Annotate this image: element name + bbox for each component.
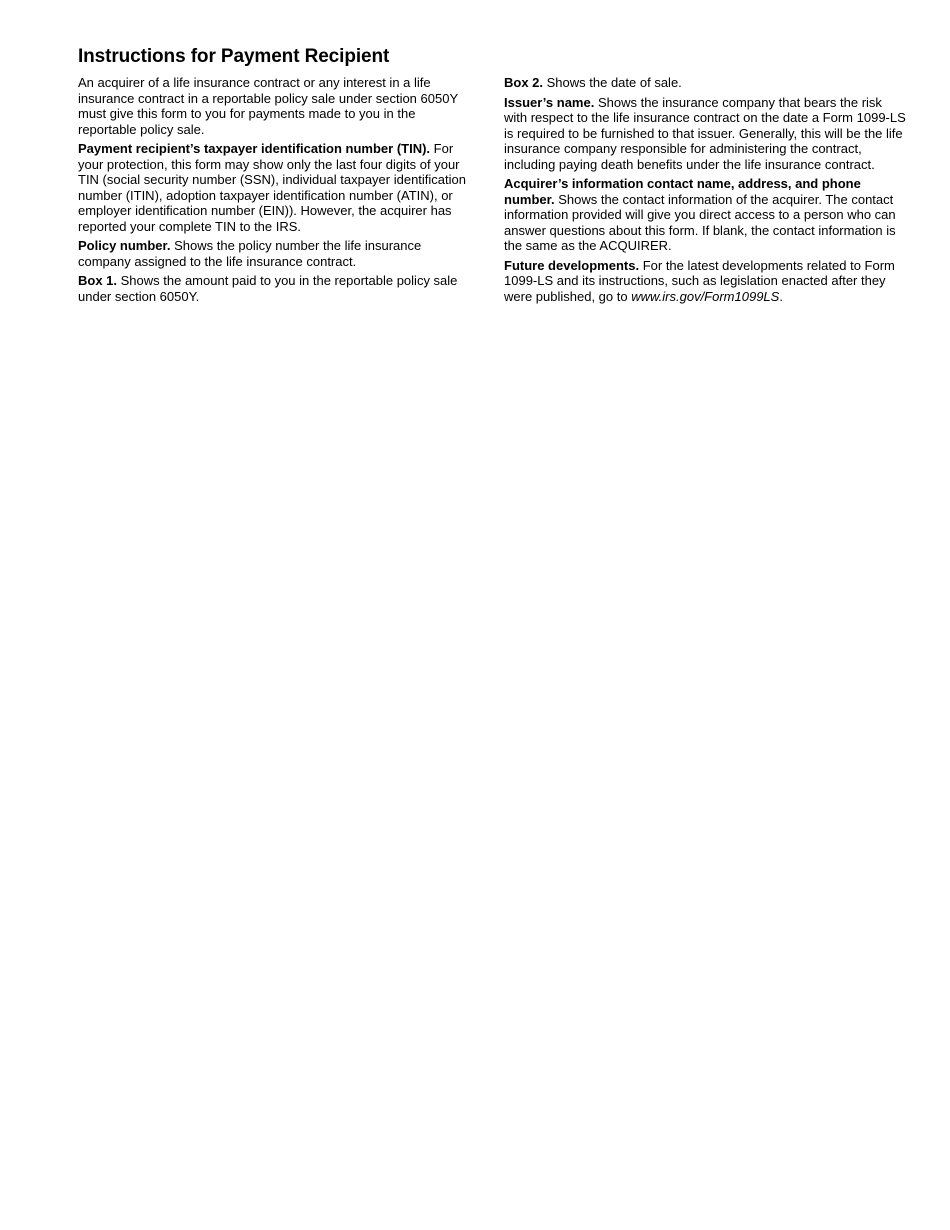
- irs-url-text: www.irs.gov/Form1099LS: [631, 288, 780, 304]
- paragraph-lead: Policy number.: [78, 238, 171, 253]
- paragraph-acquirers-contact: [504, 176, 908, 254]
- instructions-section: [78, 46, 908, 304]
- paragraph-text: For your protection, this form may show only the last four digits of your TIN (social security number (SSN), individual taxpayer identification number (ITIN), adoption taxpayer identification number (ATIN), or employer identification number (EIN)). However, the acquirer has reported your complete TIN to the IRS.: [78, 141, 466, 234]
- paragraph-text: Shows the date of sale.: [546, 75, 682, 90]
- paragraph-lead: Future developments.: [504, 257, 640, 273]
- paragraph-policy-number: [78, 238, 472, 269]
- paragraph-issuers-name: [504, 95, 908, 173]
- paragraph-lead: Box 1.: [78, 273, 118, 288]
- page-title: Instructions for Payment Recipient: [78, 46, 390, 67]
- paragraph-text: Shows the policy number the life insurance company assigned to the life insurance contract.: [78, 238, 422, 269]
- paragraph-lead: Acquirer’s information contact name, address, and phone number.: [504, 176, 861, 207]
- paragraph-text-after-url: .: [779, 288, 783, 304]
- intro-text: An acquirer of a life insurance contract or any interest in a life insurance contract in a reportable policy sale under section 6050Y must give this form to you for payments made to you in the reportable policy sale.: [78, 75, 458, 137]
- paragraph-text: Shows the amount paid to you in the reportable policy sale under section 6050Y.: [78, 273, 458, 304]
- paragraph-lead: Issuer’s name.: [504, 94, 595, 110]
- intro-paragraph: [78, 75, 472, 137]
- left-column: [78, 75, 472, 304]
- paragraph-text: Shows the insurance company that bears the risk with respect to the life insurance contract on the date a Form 1099-LS is required to be furnished to that issuer. Generally, this will be the life insurance company responsible for administering the contract, including paying death benefits under the life insurance contract.: [504, 94, 906, 172]
- right-column: [504, 75, 908, 304]
- paragraph-future-developments: [504, 258, 908, 305]
- paragraph-lead: Box 2.: [504, 75, 544, 90]
- paragraph-box-1: [78, 273, 472, 304]
- paragraph-text: Shows the contact information of the acquirer. The contact information provided will give you direct access to a person who can answer questions about this form. If blank, the contact information is the same as the ACQUIRER.: [504, 191, 896, 253]
- paragraph-box-2: [504, 75, 908, 91]
- paragraph-payment-recipient-tin: [78, 141, 472, 234]
- paragraph-text: For the latest developments related to Form 1099-LS and its instructions, such as legislation enacted after they were published, go to: [504, 257, 895, 304]
- two-column-layout: [78, 75, 908, 304]
- paragraph-lead: Payment recipient’s taxpayer identification number (TIN).: [78, 141, 431, 156]
